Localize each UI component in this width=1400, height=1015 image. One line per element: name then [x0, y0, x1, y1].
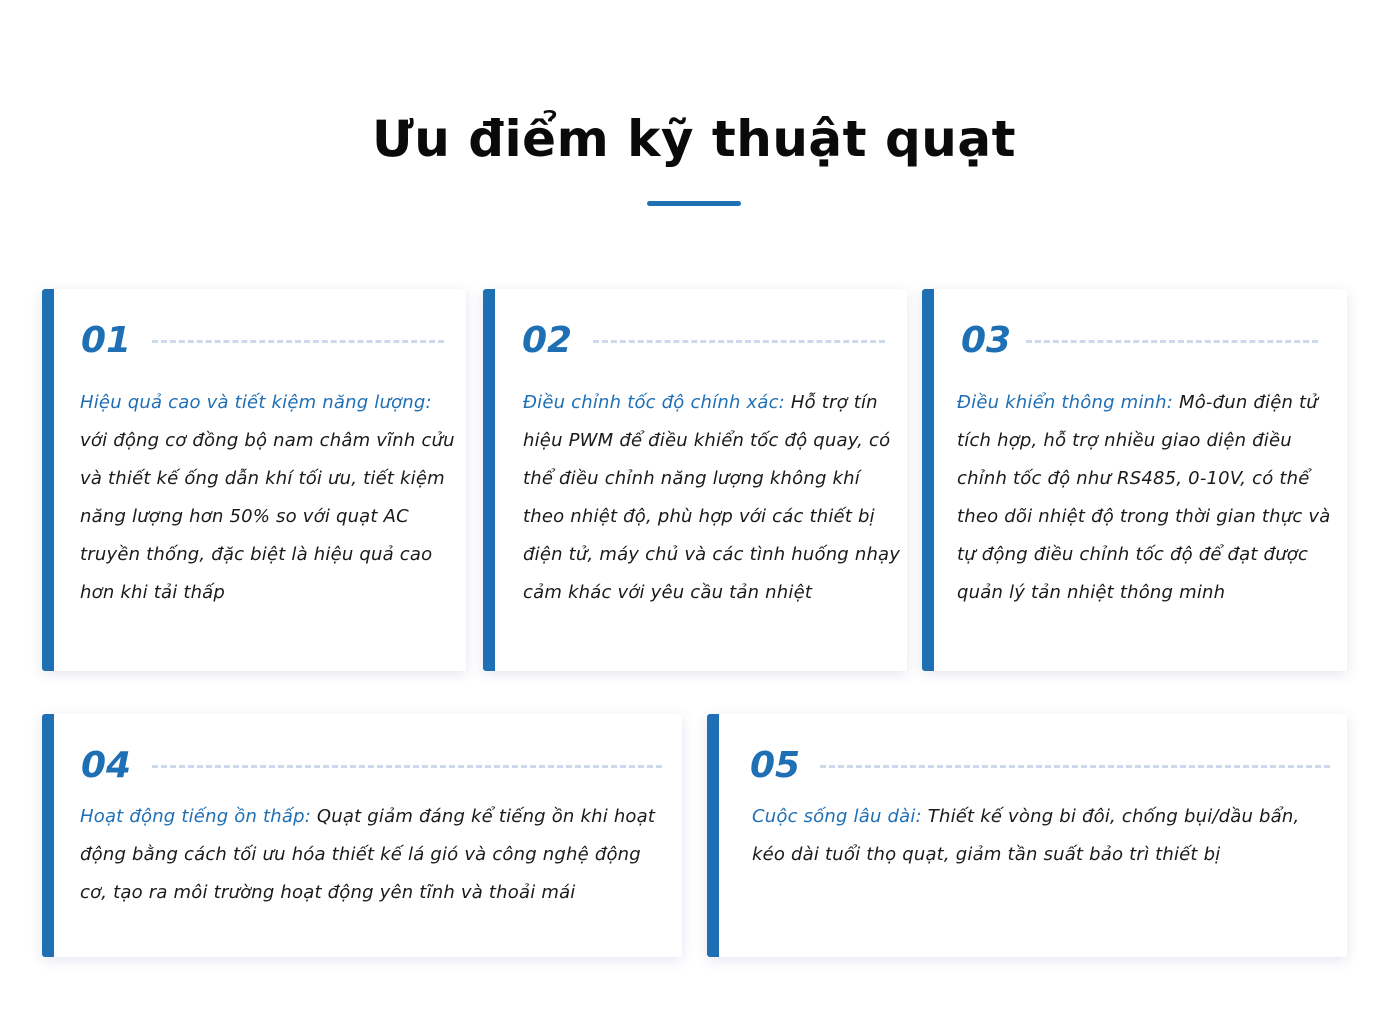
card-number: 01: [81, 320, 132, 361]
card-accent-bar: [483, 289, 495, 671]
card-description: [80, 798, 670, 912]
feature-card-03: [922, 289, 1347, 671]
card-body: Mô-đun điện tử tích hợp, hỗ trợ nhiều giao diện điều chỉnh tốc độ như RS485, 0-10V, có thể theo dõi nhiệt độ trong thời gian thực và tự động điều chỉnh tốc độ để đạt được quản lý tản nhiệt thông minh: [957, 392, 1331, 603]
card-dashed-divider: [820, 765, 1330, 768]
page-title: Ưu điểm kỹ thuật quạt: [371, 110, 1017, 168]
card-dashed-divider: [593, 340, 885, 343]
card-accent-bar: [707, 714, 719, 957]
feature-card-05: [707, 714, 1347, 957]
card-lead: Hoạt động tiếng ồn thấp:: [80, 806, 311, 827]
card-description: [80, 384, 460, 612]
card-body: Quạt giảm đáng kể tiếng ồn khi hoạt động bằng cách tối ưu hóa thiết kế lá gió và công nghệ động cơ, tạo ra môi trường hoạt động yên tĩnh và thoải mái: [80, 806, 656, 903]
feature-card-02: [483, 289, 907, 671]
card-dashed-divider: [152, 340, 444, 343]
card-dashed-divider: [152, 765, 662, 768]
card-description: [957, 384, 1343, 612]
card-accent-bar: [42, 714, 54, 957]
card-description: [752, 798, 1332, 874]
card-lead: Cuộc sống lâu dài:: [752, 806, 922, 827]
feature-card-04: [42, 714, 682, 957]
card-lead: Điều khiển thông minh:: [957, 392, 1174, 413]
card-number: 02: [522, 320, 573, 361]
card-accent-bar: [42, 289, 54, 671]
card-body: Thiết kế vòng bi đôi, chống bụi/dầu bẩn, kéo dài tuổi thọ quạt, giảm tần suất bảo trì thiết bị: [752, 806, 1300, 865]
card-body: Hỗ trợ tín hiệu PWM để điều khiển tốc độ quay, có thể điều chỉnh năng lượng không khí theo nhiệt độ, phù hợp với các thiết bị điện tử, máy chủ và các tình huống nhạy cảm khác với yêu cầu tản nhiệt: [523, 392, 901, 603]
feature-card-01: [42, 289, 466, 671]
card-body: với động cơ đồng bộ nam châm vĩnh cửu và thiết kế ống dẫn khí tối ưu, tiết kiệm năng lượng hơn 50% so với quạt AC truyền thống, đặc biệt là hiệu quả cao hơn khi tải thấp: [80, 430, 455, 603]
card-lead: Điều chỉnh tốc độ chính xác:: [523, 392, 785, 413]
card-number: 04: [81, 745, 132, 786]
title-underline: [647, 201, 741, 206]
card-dashed-divider: [1026, 340, 1318, 343]
card-number: 03: [961, 320, 1012, 361]
card-description: [523, 384, 905, 612]
card-accent-bar: [922, 289, 934, 671]
card-lead: Hiệu quả cao và tiết kiệm năng lượng:: [80, 392, 432, 413]
card-number: 05: [750, 745, 801, 786]
